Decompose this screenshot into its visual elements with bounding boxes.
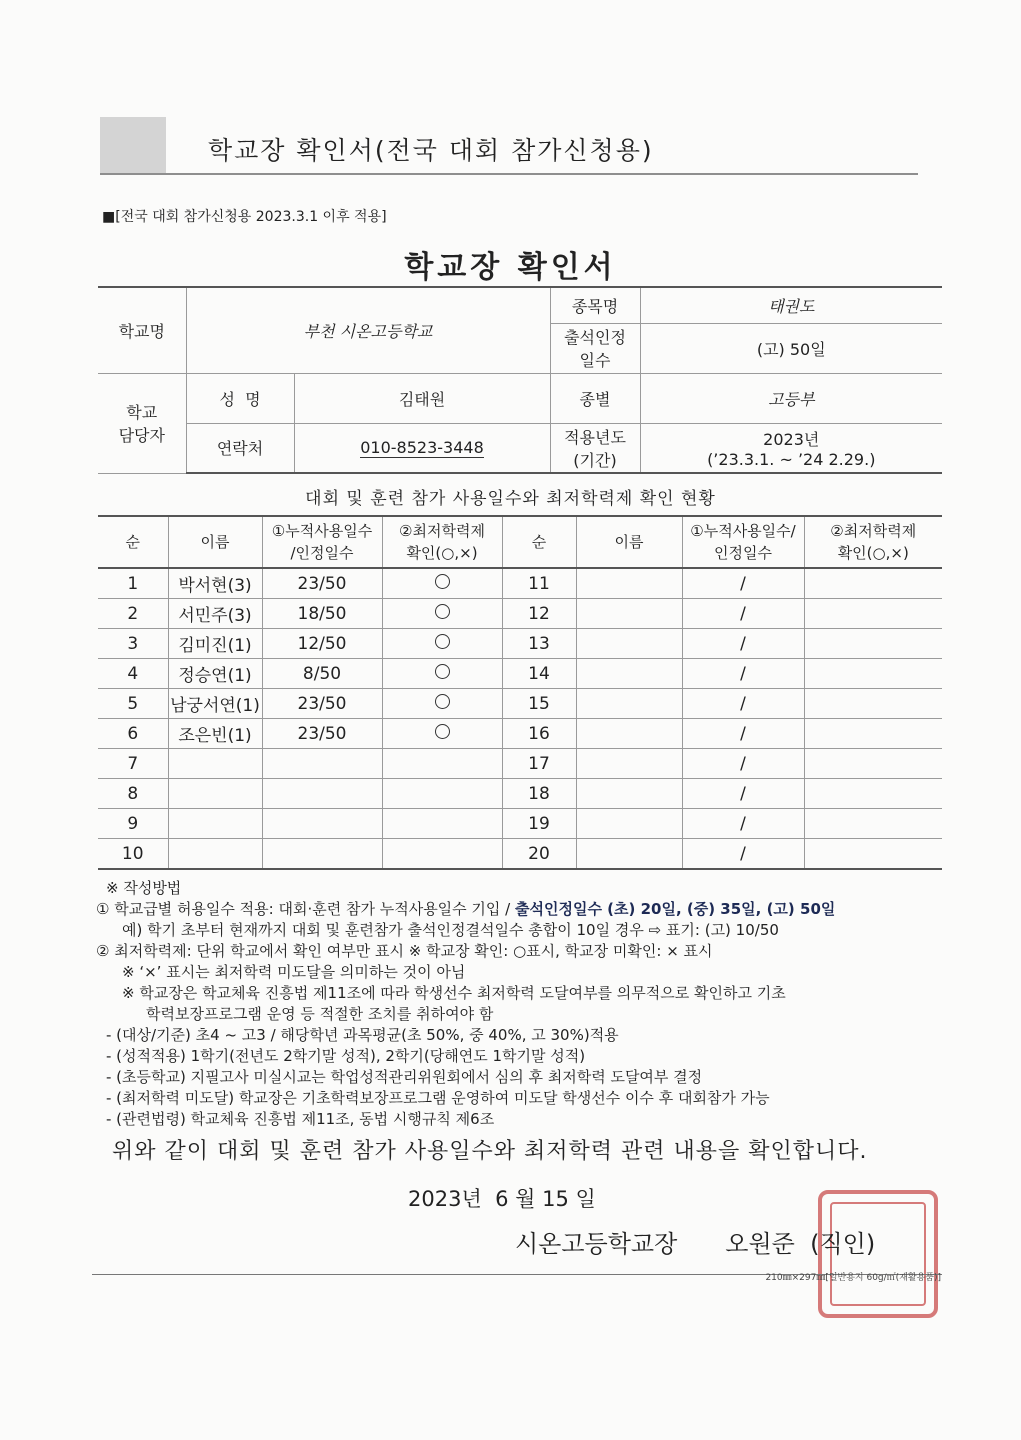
row-check-b [804, 779, 942, 809]
paper-spec-note: 210㎜×297㎜[일반용지 60g/㎡(재활용품)] [765, 1273, 941, 1283]
row-no: 8 [98, 779, 168, 809]
table-row [98, 629, 942, 659]
scope-note: ■[전국 대회 참가신청용 2023.3.1 이후 적용] [102, 209, 387, 225]
guide-detail-5: - (관련법령) 학교체육 진흥법 제11조, 동법 시행규칙 제6조 [106, 1110, 495, 1128]
school-label: 학교명 [98, 287, 186, 373]
roster-table [98, 515, 942, 870]
row-no-b: 17 [502, 749, 576, 779]
table-row [98, 659, 942, 689]
row-check [382, 779, 502, 809]
manager-label-line2: 담당자 [118, 426, 165, 445]
row-name [168, 809, 262, 839]
circle-check-icon [435, 724, 450, 739]
table-row [98, 779, 942, 809]
row-name [168, 779, 262, 809]
row-days-b: / [682, 749, 804, 779]
circle-check-icon [435, 574, 450, 589]
row-no-b: 12 [502, 599, 576, 629]
header-days-line2: /인정일수 [290, 544, 354, 562]
table-row [98, 809, 942, 839]
row-no-b: 13 [502, 629, 576, 659]
row-check [382, 839, 502, 870]
signer-title: 시온고등학교장 [515, 1230, 678, 1258]
table-row [98, 749, 942, 779]
guide-item-1-example: 예) 학기 초부터 현재까지 대회 및 훈련참가 출석인정결석일수 총합이 10일 경우 ⇨ 표기: (고) 10/50 [122, 921, 779, 939]
header-shade-block [100, 117, 166, 173]
row-name-b [576, 629, 682, 659]
row-no: 7 [98, 749, 168, 779]
header-days-b [682, 516, 804, 568]
row-check [382, 719, 502, 749]
guide-item-2-note-b: ※ 학교장은 학교체육 진흥법 제11조에 따라 학생선수 최저학력 도달여부를 의무적으로 확인하고 기초 [122, 984, 786, 1002]
signer-name: 오원준 [725, 1230, 795, 1258]
year-value-line2: (’23.3.1. ~ ’24 2.29.) [707, 449, 876, 469]
row-name: 박서현(3) [168, 568, 262, 599]
row-check-b [804, 659, 942, 689]
row-days-b: / [682, 568, 804, 599]
table-row [98, 689, 942, 719]
table-row [98, 719, 942, 749]
row-check-b [804, 689, 942, 719]
row-name-b [576, 749, 682, 779]
writing-guide [96, 878, 966, 1130]
guide-detail-4: - (최저학력 미도달) 학교장은 기초학력보장프로그램 운영하여 미도달 학생선수 이수 후 대회참가 가능 [106, 1089, 770, 1107]
contact-value [294, 423, 550, 473]
row-name: 서민주(3) [168, 599, 262, 629]
document-header [100, 117, 918, 175]
row-name-b [576, 689, 682, 719]
name-value: 김태원 [294, 373, 550, 423]
row-check-b [804, 568, 942, 599]
closing-statement: 위와 같이 대회 및 훈련 참가 사용일수와 최저학력 관련 내용을 확인합니다. [112, 1139, 868, 1164]
row-days: 18/50 [262, 599, 382, 629]
row-no-b: 14 [502, 659, 576, 689]
row-name-b [576, 809, 682, 839]
row-days-b: / [682, 599, 804, 629]
row-no-b: 11 [502, 568, 576, 599]
header-check-line1: ②최저학력제 [399, 522, 485, 540]
row-days-b: / [682, 689, 804, 719]
attend-label-line2: 일수 [579, 351, 611, 370]
manager-label-line1: 학교 [126, 403, 158, 422]
row-check-b [804, 629, 942, 659]
guide-item-1-text: ① 학교급별 허용일수 적용: 대회·훈련 참가 누적사용일수 기입 / [96, 900, 515, 918]
row-name: 김미진(1) [168, 629, 262, 659]
row-days [262, 839, 382, 870]
guide-detail-1: - (대상/기준) 초4 ~ 고3 / 해당학년 과목평균(초 50%, 중 40%, 고 30%)적용 [106, 1026, 619, 1044]
manager-label [98, 373, 186, 473]
row-no: 3 [98, 629, 168, 659]
guide-item-2: ② 최저학력제: 단위 학교에서 확인 여부만 표시 ※ 학교장 확인: ○표시, 학교장 미확인: × 표시 [96, 942, 713, 960]
row-days [262, 779, 382, 809]
event-label: 종목명 [550, 287, 640, 323]
row-days-b: / [682, 809, 804, 839]
header-no: 순 [98, 516, 168, 568]
event-value: 태권도 [640, 287, 942, 323]
row-days: 12/50 [262, 629, 382, 659]
circle-check-icon [435, 634, 450, 649]
guide-item-2-note-c: 학력보장프로그램 운영 등 적절한 조치를 취하여야 함 [146, 1005, 494, 1023]
guide-item-1 [96, 899, 966, 920]
division-label: 종별 [550, 373, 640, 423]
row-no: 9 [98, 809, 168, 839]
header-check-line2: 확인(○,×) [406, 544, 478, 562]
row-check [382, 599, 502, 629]
year-label [550, 423, 640, 473]
seal-label: (직인) [810, 1230, 876, 1258]
row-no-b: 15 [502, 689, 576, 719]
row-no: 5 [98, 689, 168, 719]
guide-detail-2: - (성적적용) 1학기(전년도 2학기말 성적), 2학기(당해연도 1학기말 성적) [106, 1047, 586, 1065]
row-check [382, 629, 502, 659]
row-no: 4 [98, 659, 168, 689]
contact-value-text: 010-8523-3448 [360, 438, 484, 458]
row-check-b [804, 839, 942, 870]
contact-label: 연락처 [186, 423, 294, 473]
row-name: 조은빈(1) [168, 719, 262, 749]
row-check-b [804, 719, 942, 749]
attend-value: (고) 50일 [640, 323, 942, 373]
row-days-b: / [682, 839, 804, 870]
guide-item-2-note-a: ※ ‘×’ 표시는 최저학력 미도달을 의미하는 것이 아님 [122, 963, 466, 981]
row-name [168, 839, 262, 870]
attend-label-line1: 출석인정 [564, 328, 626, 347]
row-check [382, 689, 502, 719]
row-check-b [804, 809, 942, 839]
table-row [98, 568, 942, 599]
row-no-b: 19 [502, 809, 576, 839]
row-name [168, 749, 262, 779]
guide-heading: ※ 작성방법 [106, 879, 182, 897]
year-value-line1: 2023년 [763, 429, 820, 449]
info-table [98, 286, 942, 474]
name-label: 성 명 [186, 373, 294, 423]
signer-line [515, 1224, 875, 1259]
row-days: 23/50 [262, 719, 382, 749]
header-name-b: 이름 [576, 516, 682, 568]
header-check-b-line2: 확인(○,×) [837, 544, 909, 562]
main-title: 학교장 확인서 [404, 250, 617, 285]
row-name-b [576, 719, 682, 749]
row-check [382, 659, 502, 689]
row-name-b [576, 779, 682, 809]
year-label-line1: 적용년도 [564, 427, 626, 447]
row-check-b [804, 749, 942, 779]
circle-check-icon [435, 604, 450, 619]
circle-check-icon [435, 694, 450, 709]
row-no: 2 [98, 599, 168, 629]
row-name-b [576, 659, 682, 689]
section-title: 대회 및 훈련 참가 사용일수와 최저학력제 확인 현황 [305, 489, 716, 509]
row-name-b [576, 599, 682, 629]
row-check-b [804, 599, 942, 629]
header-check-b [804, 516, 942, 568]
header-check-b-line1: ②최저학력제 [830, 522, 917, 540]
row-days-b: / [682, 629, 804, 659]
row-days: 23/50 [262, 689, 382, 719]
header-check [382, 516, 502, 568]
guide-detail-3: - (초등학교) 지필고사 미실시교는 학업성적관리위원회에서 심의 후 최저학력 도달여부 결정 [106, 1068, 703, 1086]
row-no: 6 [98, 719, 168, 749]
table-row [98, 599, 942, 629]
row-check [382, 809, 502, 839]
row-days-b: / [682, 659, 804, 689]
header-days [262, 516, 382, 568]
row-name-b [576, 839, 682, 870]
row-no: 10 [98, 839, 168, 870]
header-name: 이름 [168, 516, 262, 568]
row-days-b: / [682, 779, 804, 809]
roster-body [98, 568, 942, 869]
header-days-line1: ①누적사용일수 [271, 522, 373, 540]
attend-label [550, 323, 640, 373]
year-value [640, 423, 942, 473]
row-check [382, 568, 502, 599]
row-no-b: 16 [502, 719, 576, 749]
row-name: 남궁서연(1) [168, 689, 262, 719]
header-title: 학교장 확인서(전국 대회 참가신청용) [208, 136, 654, 165]
table-row [98, 839, 942, 870]
row-name-b [576, 568, 682, 599]
row-days: 8/50 [262, 659, 382, 689]
header-days-b-line1: ①누적사용일수/ [690, 522, 796, 540]
row-no-b: 18 [502, 779, 576, 809]
header-no-b: 순 [502, 516, 576, 568]
circle-check-icon [435, 664, 450, 679]
division-value: 고등부 [640, 373, 942, 423]
row-days [262, 809, 382, 839]
guide-item-1-highlight: 출석인정일수 (초) 20일, (중) 35일, (고) 50일 [515, 900, 836, 918]
row-no-b: 20 [502, 839, 576, 870]
row-check [382, 749, 502, 779]
row-name: 정승연(1) [168, 659, 262, 689]
issue-date: 2023년 6 월 15 일 [408, 1187, 596, 1211]
row-days-b: / [682, 719, 804, 749]
row-no: 1 [98, 568, 168, 599]
year-label-line2: (기간) [573, 450, 617, 470]
header-days-b-line2: 인정일수 [714, 544, 772, 562]
row-days [262, 749, 382, 779]
school-value: 부천 시온고등학교 [186, 287, 550, 373]
row-days: 23/50 [262, 568, 382, 599]
